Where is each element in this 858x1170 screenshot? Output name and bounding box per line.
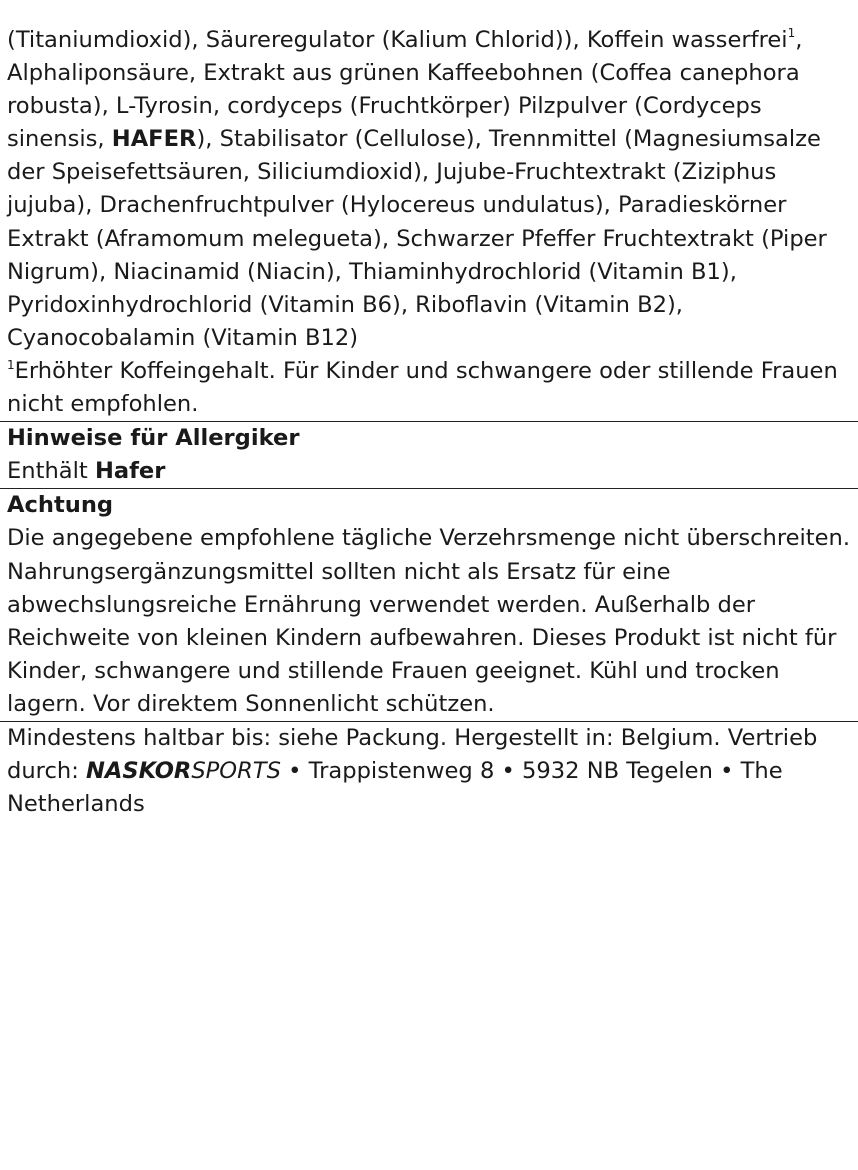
footnote-marker: 1 xyxy=(7,357,15,372)
allergy-contains xyxy=(7,455,851,488)
footnote-text: Erhöhter Koffeingehalt. Für Kinder und schwangere oder stillende Frauen nicht empfohlen. xyxy=(7,357,838,418)
warning-heading: Achtung xyxy=(7,492,114,519)
allergy-heading: Hinweise für Allergiker xyxy=(7,425,300,452)
ingredients-text-part3: ), Stabilisator (Cellulose), Trennmittel (Magnesiumsalze der Speisefettsäuren, Siliciumdioxid), Jujube-Fruchtextrakt (Ziziphus jujuba), Drachenfruchtpulver (Hylocereus undulatus), Paradieskörner Extrakt (Aframomum melegueta), Schwarzer Pfeffer Fruchtextrakt (Piper Nigrum), Niacinamid (Niacin), Thiaminhydrochlorid (Vitamin B1), Pyridoxinhydrochlorid (Vitamin B6), Riboflavin (Vitamin B2), Cyanocobalamin (Vitamin B12) xyxy=(7,126,827,351)
allergen-highlight: HAFER xyxy=(111,126,197,153)
caffeine-footnote xyxy=(7,355,851,421)
contains-label: Enthält xyxy=(7,458,95,485)
brand-name-bold: NASKOR xyxy=(86,758,192,785)
contains-value: Hafer xyxy=(94,458,166,485)
manufacturer-info xyxy=(7,722,851,821)
warning-text: Die angegebene empfohlene tägliche Verzehrsmenge nicht überschreiten. Nahrungsergänzungsmittel sollten nicht als Ersatz für eine abwechslungsreiche Ernährung verwendet werden. Außerhalb der Reichweite von kleinen Kindern aufbewahren. Dieses Produkt ist nicht für Kinder, schwangere und stillende Frauen geeignet. Kühl und trocken lagern. Vor direktem Sonnenlicht schützen. xyxy=(7,525,851,717)
address-text: • Trappistenweg 8 • 5932 NB Tegelen • The Netherlands xyxy=(7,758,783,818)
ingredients-text-part2: , Alphaliponsäure, Extrakt aus grünen Kaffeebohnen (Coffea canephora robusta), L-Tyrosin, cordyceps (Fruchtkörper) Pilzpulver (Cordyceps sinensis, xyxy=(7,27,803,153)
ingredients-text-part1: (Titaniumdioxid), Säureregulator (Kalium Chlorid)), Koffein wasserfrei xyxy=(7,27,788,53)
ingredients-list xyxy=(7,24,851,355)
best-before-text: Mindestens haltbar bis: siehe Packung. Hergestellt in: Belgium. Vertrieb durch: xyxy=(7,724,818,785)
footnote-reference: 1 xyxy=(787,26,796,40)
brand-name-italic: SPORTS xyxy=(191,758,281,785)
